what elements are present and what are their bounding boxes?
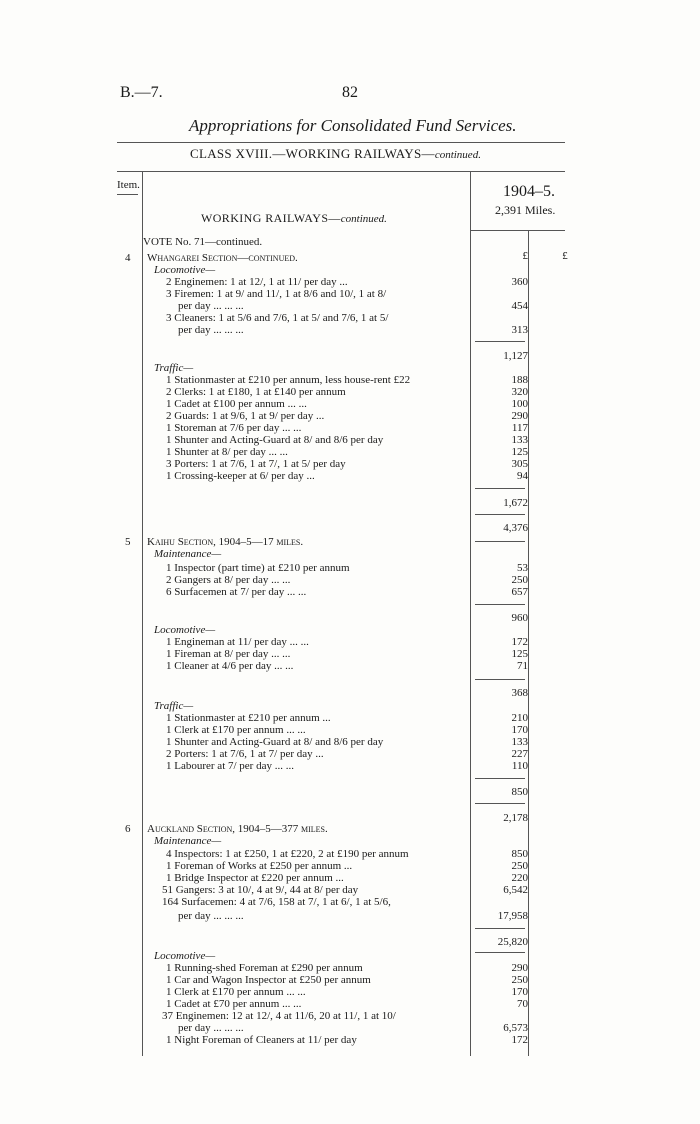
- table-row-text: Locomotive—: [154, 950, 216, 962]
- amount-cell: 4,376: [503, 522, 528, 534]
- amount-cell: 290: [511, 962, 528, 974]
- table-row-text: 2 Gangers at 8/ per day ... ...: [166, 574, 291, 586]
- amount-cell: 53: [517, 562, 528, 574]
- amount-cell: 133: [511, 736, 528, 748]
- item-number: 4: [125, 252, 131, 264]
- subtotal-rule: [475, 341, 525, 342]
- section-heading: WORKING RAILWAYS—continued.: [201, 211, 387, 225]
- item-number: 5: [125, 536, 131, 548]
- table-row-text: 2 Enginemen: 1 at 12/, 1 at 11/ per day ...: [166, 276, 348, 288]
- amount-cell: 368: [511, 687, 528, 699]
- subtotal-rule: [475, 488, 525, 489]
- amount-cell: 125: [511, 648, 528, 660]
- amount-cell: 125: [511, 446, 528, 458]
- table-row-text: Maintenance—: [154, 835, 222, 847]
- amount-cell: 71: [517, 660, 528, 672]
- table-row-text: 1 Labourer at 7/ per day ... ...: [166, 760, 294, 772]
- table-row-text: 1 Clerk at £170 per annum ... ...: [166, 986, 306, 998]
- table-row-text: per day ... ... ...: [178, 324, 244, 336]
- pound-sign-total: £: [562, 250, 568, 262]
- amount-cell: 133: [511, 434, 528, 446]
- table-row-text: 1 Cadet at £100 per annum ... ...: [166, 398, 307, 410]
- amount-cell: 70: [517, 998, 528, 1010]
- rule-under-item: [117, 194, 138, 195]
- amount-cell: 1,127: [503, 350, 528, 362]
- table-row-text: 1 Shunter and Acting-Guard at 8/ and 8/6 per day: [166, 736, 384, 748]
- table-row-text: 6 Surfacemen at 7/ per day ... ...: [166, 586, 307, 598]
- table-row-text: 164 Surfacemen: 4 at 7/6, 158 at 7/, 1 at 6/, 1 at 5/6,: [162, 896, 391, 908]
- amount-cell: 360: [511, 276, 528, 288]
- amount-cell: 320: [511, 386, 528, 398]
- table-row-text: Traffic—: [154, 700, 194, 712]
- page-number: 82: [342, 84, 358, 101]
- item-number: 6: [125, 823, 131, 835]
- table-row-text: Whangarei Section—continued.: [147, 252, 298, 264]
- amount-cell: 250: [511, 574, 528, 586]
- miles-header: 2,391 Miles.: [495, 203, 556, 217]
- amount-cell: 170: [511, 724, 528, 736]
- table-row-text: 1 Fireman at 8/ per day ... ...: [166, 648, 291, 660]
- table-row-text: Auckland Section, 1904–5—377 miles.: [147, 823, 328, 835]
- subtotal-rule: [475, 679, 525, 680]
- amount-cell: 117: [511, 422, 528, 434]
- table-row-text: 3 Cleaners: 1 at 5/6 and 7/6, 1 at 5/ and 7/6, 1 at 5/: [166, 312, 389, 324]
- amount-cell: 172: [511, 1034, 528, 1046]
- amount-cell: 850: [511, 848, 528, 860]
- amount-cell: 170: [511, 986, 528, 998]
- table-row-text: Locomotive—: [154, 624, 216, 636]
- subtotal-rule: [475, 541, 525, 542]
- table-row-text: 1 Cleaner at 4/6 per day ... ...: [166, 660, 294, 672]
- amount-cell: 454: [511, 300, 528, 312]
- page-title: Appropriations for Consolidated Fund Services.: [189, 116, 517, 135]
- table-row-text: 1 Foreman of Works at £250 per annum ...: [166, 860, 353, 872]
- rule-top: [117, 142, 565, 143]
- year-header: 1904–5.: [503, 183, 555, 200]
- table-row-text: 51 Gangers: 3 at 10/, 4 at 9/, 44 at 8/ per day: [162, 884, 359, 896]
- table-row-text: 1 Engineman at 11/ per day ... ...: [166, 636, 309, 648]
- amount-cell: 6,542: [503, 884, 528, 896]
- amount-cell: 850: [511, 786, 528, 798]
- amount-cell: 313: [511, 324, 528, 336]
- table-row-text: 2 Guards: 1 at 9/6, 1 at 9/ per day ...: [166, 410, 325, 422]
- amount-cell: 17,958: [497, 910, 528, 922]
- amount-cell: 94: [517, 470, 528, 482]
- table-row-text: 1 Clerk at £170 per annum ... ...: [166, 724, 306, 736]
- table-row-text: Kaihu Section, 1904–5—17 miles.: [147, 536, 304, 548]
- subtotal-rule: [475, 803, 525, 804]
- amount-cell: 960: [511, 612, 528, 624]
- amount-cell: 250: [511, 860, 528, 872]
- table-row-text: Traffic—: [154, 362, 194, 374]
- amount-cell: 188: [511, 374, 528, 386]
- table-row-text: 3 Porters: 1 at 7/6, 1 at 7/, 1 at 5/ per day: [166, 458, 346, 470]
- table-row-text: 1 Bridge Inspector at £220 per annum ...: [166, 872, 344, 884]
- page-reference: B.—7.: [120, 84, 163, 101]
- rule-under-class: [117, 171, 565, 172]
- amount-cell: 2,178: [503, 812, 528, 824]
- table-row-text: VOTE No. 71—continued.: [143, 236, 263, 248]
- amount-cell: 100: [511, 398, 528, 410]
- subtotal-rule: [475, 604, 525, 605]
- table-row-text: 1 Storeman at 7/6 per day ... ...: [166, 422, 302, 434]
- amount-cell: 1,672: [503, 497, 528, 509]
- amount-cell: 250: [511, 974, 528, 986]
- table-row-text: per day ... ... ...: [178, 910, 244, 922]
- table-row-text: 1 Running-shed Foreman at £290 per annum: [166, 962, 363, 974]
- table-row-text: 1 Cadet at £70 per annum ... ...: [166, 998, 302, 1010]
- table-row-text: 4 Inspectors: 1 at £250, 1 at £220, 2 at £190 per annum: [166, 848, 409, 860]
- amount-cell: 210: [511, 712, 528, 724]
- table-row-text: 37 Enginemen: 12 at 12/, 4 at 11/6, 20 at 11/, 1 at 10/: [162, 1010, 396, 1022]
- table-row-text: 1 Night Foreman of Cleaners at 11/ per day: [166, 1034, 357, 1046]
- table-row-text: 3 Firemen: 1 at 9/ and 11/, 1 at 8/6 and 10/, 1 at 8/: [166, 288, 387, 300]
- table-row-text: per day ... ... ...: [178, 1022, 244, 1034]
- amount-cell: 305: [511, 458, 528, 470]
- amount-cell: 290: [511, 410, 528, 422]
- table-row-text: per day ... ... ...: [178, 300, 244, 312]
- subtotal-rule: [475, 928, 525, 929]
- table-row-text: 1 Car and Wagon Inspector at £250 per annum: [166, 974, 371, 986]
- table-row-text: 1 Shunter and Acting-Guard at 8/ and 8/6 per day: [166, 434, 384, 446]
- table-row-text: Locomotive—: [154, 264, 216, 276]
- amount-cell: 172: [511, 636, 528, 648]
- amount-cell: 657: [511, 586, 528, 598]
- class-heading: CLASS XVIII.—WORKING RAILWAYS—continued.: [190, 146, 481, 161]
- table-row-text: Maintenance—: [154, 548, 222, 560]
- item-column-header: Item.: [117, 179, 140, 191]
- rule-under-year: [470, 230, 565, 231]
- amount-cell: 6,573: [503, 1022, 528, 1034]
- table-row-text: 1 Shunter at 8/ per day ... ...: [166, 446, 288, 458]
- amount-cell: 25,820: [497, 936, 528, 948]
- subtotal-rule: [475, 778, 525, 779]
- amount-cell: 110: [511, 760, 528, 772]
- item-column-divider: [142, 171, 143, 1056]
- pound-sign-amount: £: [522, 250, 528, 262]
- table-row-text: 2 Clerks: 1 at £180, 1 at £140 per annum: [166, 386, 346, 398]
- amount-cell: 227: [511, 748, 528, 760]
- table-row-text: 1 Inspector (part time) at £210 per annum: [166, 562, 350, 574]
- table-row-text: 1 Stationmaster at £210 per annum ...: [166, 712, 331, 724]
- subtotal-rule: [475, 952, 525, 953]
- total-column-divider: [528, 230, 529, 1056]
- table-row-text: 1 Stationmaster at £210 per annum, less house-rent £22: [166, 374, 411, 386]
- table-row-text: 1 Crossing-keeper at 6/ per day ...: [166, 470, 315, 482]
- subtotal-rule: [475, 514, 525, 515]
- table-row-text: 2 Porters: 1 at 7/6, 1 at 7/ per day ...: [166, 748, 324, 760]
- amount-cell: 220: [511, 872, 528, 884]
